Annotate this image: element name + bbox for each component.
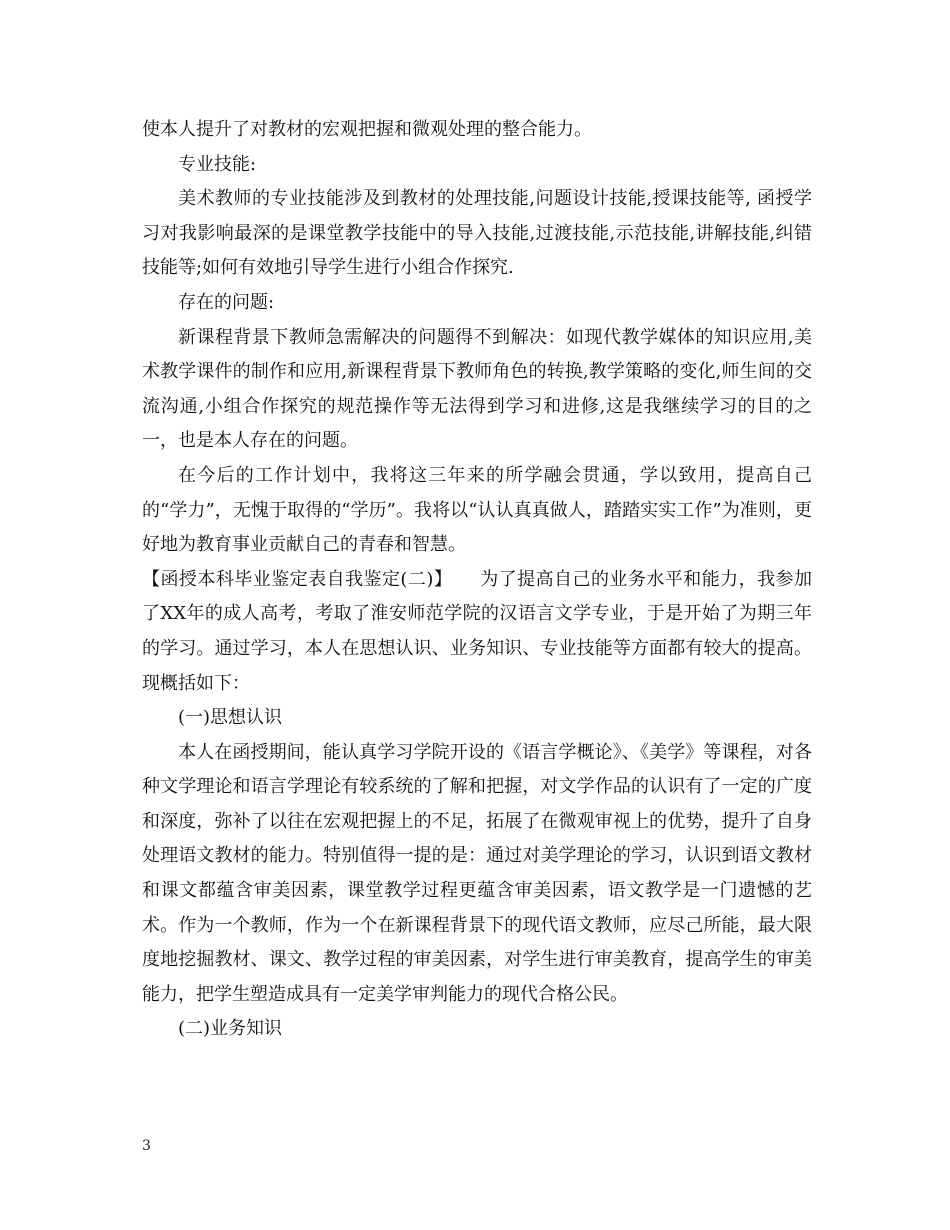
section-heading-professional-skills: 专业技能:: [178, 153, 257, 175]
page-number: 3: [142, 1138, 151, 1154]
paragraph: 使本人提升了对教材的宏观把握和微观处理的整合能力。: [142, 119, 592, 140]
document-body: [142, 113, 812, 1047]
section-heading-business-knowledge: (二)业务知识: [178, 1018, 283, 1040]
paragraph: 美术教师的专业技能涉及到教材的处理技能,问题设计技能,授课技能等, 函授学习对我影响最深的是课堂教学技能中的导入技能,过渡技能,示范技能,讲解技能,纠错技能等;如何有效地引导学生进行小组合作探究.: [142, 188, 812, 279]
section-heading-ideological-awareness: (一)思想认识: [178, 707, 283, 729]
section-heading-existing-problems: 存在的问题:: [178, 291, 275, 313]
paragraph: 新课程背景下教师急需解决的问题得不到解决：如现代教学媒体的知识应用,美术教学课件的制作和应用,新课程背景下教师角色的转换,教学策略的变化,师生间的交流沟通,小组合作探究的规范操作等无法得到学习和进修,这是我继续学习的目的之一，也是本人存在的问题。: [142, 326, 812, 452]
paragraph: 本人在函授期间，能认真学习学院开设的《语言学概论》、《美学》等课程，对各种文学理论和语言学理论有较系统的了解和把握，对文学作品的认识有了一定的广度和深度，弥补了以往在宏观把握上的不足，拓展了在微观审视上的优势，提升了自身处理语文教材的能力。特别值得一提的是：通过对美学理论的学习，认识到语文教材和课文都蕴含审美因素，课堂教学过程更蕴含审美因素，语文教学是一门遗憾的艺术。作为一个教师，作为一个在新课程背景下的现代语文教师，应尽己所能，最大限度地挖掘教材、课文、教学过程的审美因素，对学生进行审美教育，提高学生的审美能力，把学生塑造成具有一定美学审判能力的现代合格公民。: [142, 741, 812, 1005]
paragraph: 在今后的工作计划中，我将这三年来的所学融会贯通，学以致用，提高自己的“学力”，无愧于取得的“学历”。我将以“认认真真做人，踏踏实实工作”为准则，更好地为教育事业贡献自己的青春和智慧。: [142, 464, 812, 556]
paragraph-self-appraisal-two: 【函授本科毕业鉴定表自我鉴定(二)】 为了提高自己的业务水平和能力，我参加了XX年的成人高考，考取了淮安师范学院的汉语言文学专业，于是开始了为期三年的学习。通过学习，本人在思想认识、业务知识、专业技能等方面都有较大的提高。现概括如下：: [142, 568, 812, 694]
